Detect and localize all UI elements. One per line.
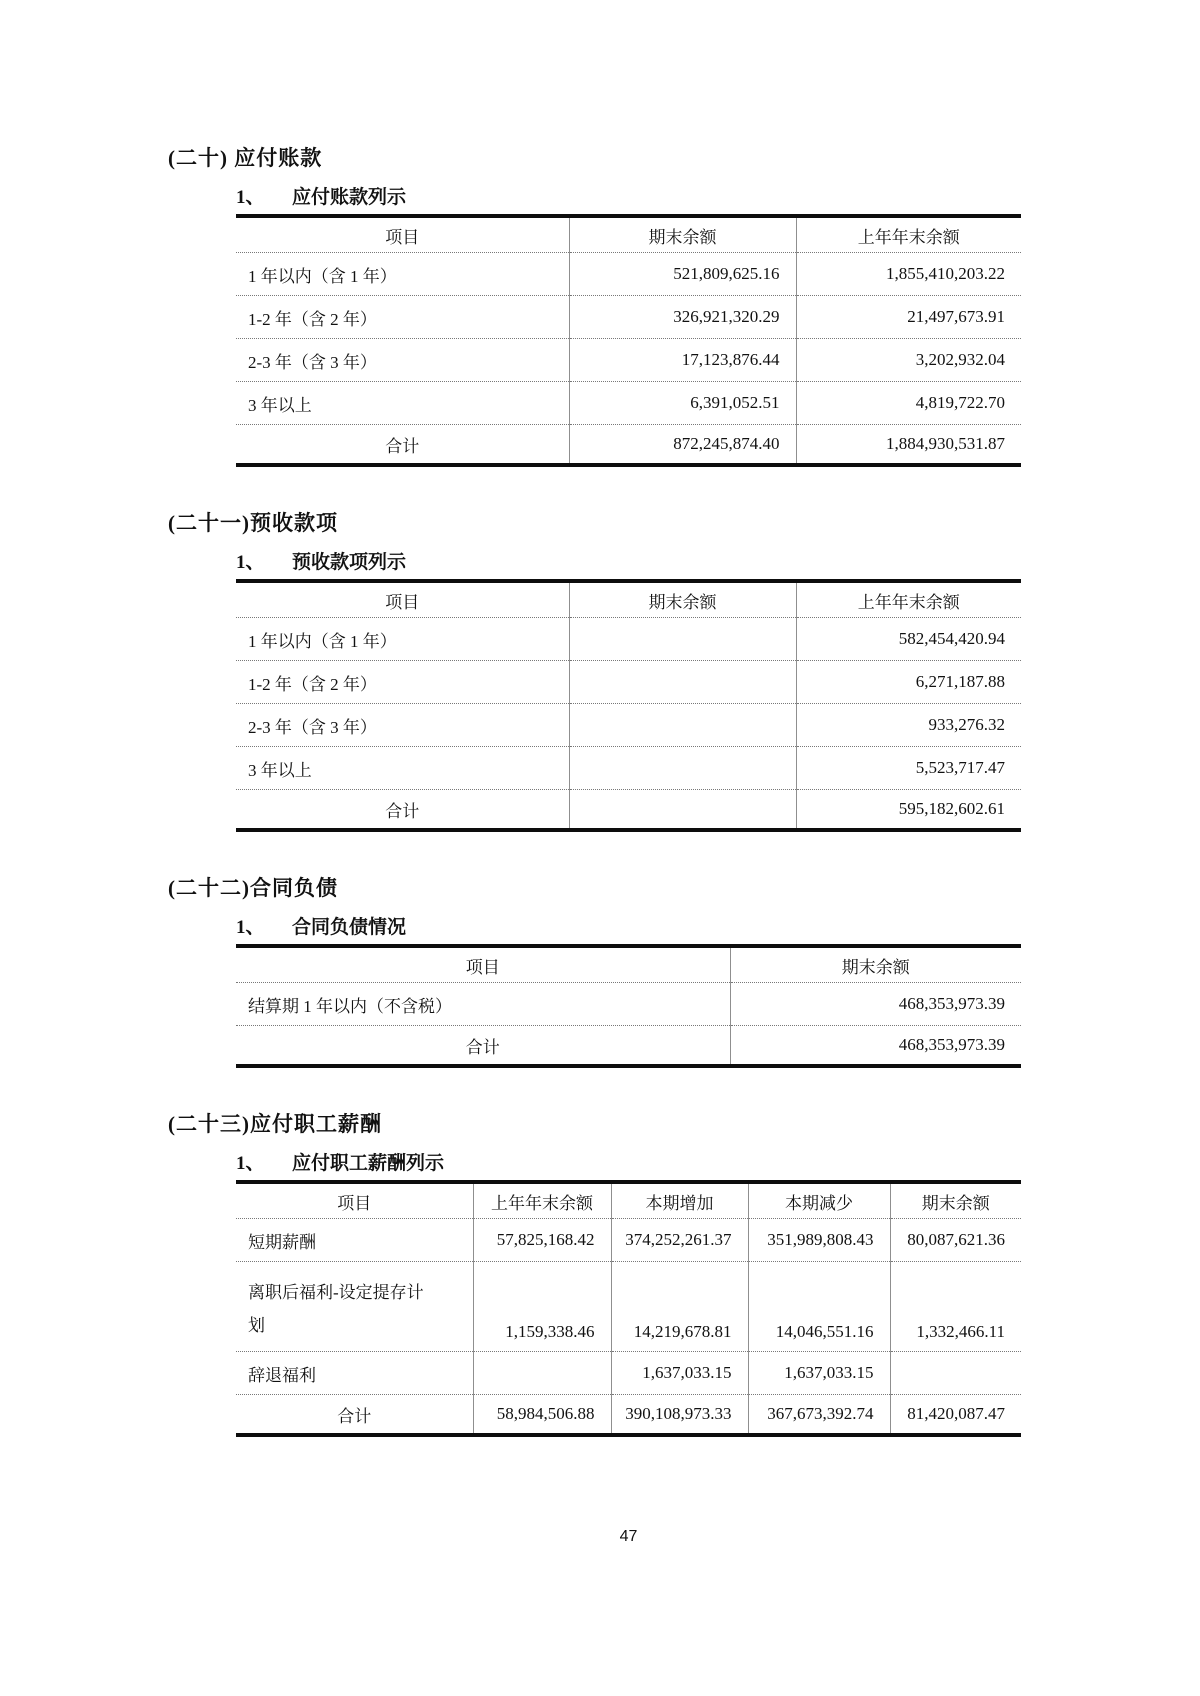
- table-header-row: [236, 946, 1021, 983]
- row-label: 1 年以内（含 1 年）: [236, 253, 569, 296]
- row-label: [236, 1262, 473, 1352]
- cell-value: 3,202,932.04: [796, 339, 1021, 382]
- section-accounts-payable: [0, 142, 1200, 467]
- advances-received-aging-table: [236, 579, 1021, 832]
- row-label: 1 年以内（含 1 年）: [236, 618, 569, 661]
- accounts-payable-aging-table: [236, 214, 1021, 467]
- cell-value: 57,825,168.42: [473, 1219, 611, 1262]
- subsection-number: 1、: [236, 917, 265, 938]
- table-header-row: [236, 216, 1021, 253]
- section-heading: (二十) 应付账款: [168, 146, 323, 170]
- cell-value: [569, 704, 796, 747]
- total-value: 390,108,973.33: [611, 1395, 748, 1436]
- cell-value: [569, 618, 796, 661]
- cell-value: [890, 1352, 1021, 1395]
- subsection-number: 1、: [236, 1153, 265, 1174]
- total-row: [236, 1026, 1021, 1067]
- total-label: 合计: [465, 1037, 500, 1057]
- subsection-heading: [236, 547, 1200, 574]
- cell-value: 17,123,876.44: [569, 339, 796, 382]
- section-heading: (二十二)合同负债: [168, 876, 338, 900]
- header-cell-item: 项目: [236, 216, 569, 253]
- table-header-row: [236, 581, 1021, 618]
- cell-value: 326,921,320.29: [569, 296, 796, 339]
- section-employee-compensation: [0, 1108, 1200, 1437]
- row-label-text: 离职后福利-设定提存计划: [248, 1282, 424, 1335]
- cell-value: 468,353,973.39: [730, 983, 1021, 1026]
- table-row: [236, 296, 1021, 339]
- header-cell-prior-year-balance: 上年年末余额: [473, 1182, 611, 1219]
- section-heading: (二十一)预收款项: [168, 511, 338, 535]
- table-row: [236, 1219, 1021, 1262]
- row-label: 3 年以上: [236, 747, 569, 790]
- total-value: 58,984,506.88: [473, 1395, 611, 1436]
- employee-compensation-table: [236, 1180, 1021, 1437]
- section-advances-received: [0, 507, 1200, 832]
- cell-value: 5,523,717.47: [796, 747, 1021, 790]
- cell-value: 374,252,261.37: [611, 1219, 748, 1262]
- subsection-number: 1、: [236, 187, 265, 208]
- table-row: [236, 339, 1021, 382]
- subsection-title: 合同负债情况: [292, 917, 407, 938]
- row-label: 1-2 年（含 2 年）: [236, 661, 569, 704]
- header-cell-item: 项目: [236, 1182, 473, 1219]
- row-label: 1-2 年（含 2 年）: [236, 296, 569, 339]
- table-row: [236, 747, 1021, 790]
- header-cell-ending-balance: 期末余额: [890, 1182, 1021, 1219]
- subsection-heading: [236, 912, 1200, 939]
- row-label: 3 年以上: [236, 382, 569, 425]
- section-contract-liabilities: [0, 872, 1200, 1068]
- table-row: [236, 253, 1021, 296]
- cell-value: 21,497,673.91: [796, 296, 1021, 339]
- total-label: 合计: [385, 436, 420, 456]
- total-value: 595,182,602.61: [796, 790, 1021, 831]
- total-value: 367,673,392.74: [748, 1395, 890, 1436]
- total-value: [569, 790, 796, 831]
- subsection-title: 应付账款列示: [292, 187, 407, 208]
- cell-value: 6,271,187.88: [796, 661, 1021, 704]
- row-label: 2-3 年（含 3 年）: [236, 704, 569, 747]
- cell-value: 1,637,033.15: [748, 1352, 890, 1395]
- cell-value: 1,159,338.46: [473, 1262, 611, 1352]
- total-value: 872,245,874.40: [569, 425, 796, 466]
- header-cell-item: 项目: [236, 581, 569, 618]
- table-row: [236, 704, 1021, 747]
- total-row: [236, 425, 1021, 466]
- header-cell-increase: 本期增加: [611, 1182, 748, 1219]
- header-cell-ending-balance: 期末余额: [730, 946, 1021, 983]
- cell-value: [473, 1352, 611, 1395]
- header-cell-decrease: 本期减少: [748, 1182, 890, 1219]
- table-row: [236, 983, 1021, 1026]
- cell-value: 14,046,551.16: [748, 1262, 890, 1352]
- subsection-heading: [236, 182, 1200, 209]
- table-row: [236, 1262, 1021, 1352]
- cell-value: [569, 661, 796, 704]
- total-label: 合计: [337, 1406, 372, 1426]
- table-row: [236, 382, 1021, 425]
- header-cell-prior-year-balance: 上年年末余额: [796, 216, 1021, 253]
- subsection-number: 1、: [236, 552, 265, 573]
- total-value: 468,353,973.39: [730, 1026, 1021, 1067]
- total-row: [236, 1395, 1021, 1436]
- cell-value: 1,332,466.11: [890, 1262, 1021, 1352]
- cell-value: 933,276.32: [796, 704, 1021, 747]
- total-row: [236, 790, 1021, 831]
- total-value: 81,420,087.47: [890, 1395, 1021, 1436]
- cell-value: [569, 747, 796, 790]
- table-row: [236, 661, 1021, 704]
- subsection-heading: [236, 1148, 1200, 1175]
- contract-liabilities-table: [236, 944, 1021, 1068]
- table-row: [236, 618, 1021, 661]
- cell-value: 1,637,033.15: [611, 1352, 748, 1395]
- table-header-row: [236, 1182, 1021, 1219]
- section-heading: (二十三)应付职工薪酬: [168, 1112, 382, 1136]
- header-cell-prior-year-balance: 上年年末余额: [796, 581, 1021, 618]
- row-label: 辞退福利: [236, 1352, 473, 1395]
- cell-value: 6,391,052.51: [569, 382, 796, 425]
- cell-value: 521,809,625.16: [569, 253, 796, 296]
- cell-value: 1,855,410,203.22: [796, 253, 1021, 296]
- total-value: 1,884,930,531.87: [796, 425, 1021, 466]
- cell-value: 351,989,808.43: [748, 1219, 890, 1262]
- row-label: 2-3 年（含 3 年）: [236, 339, 569, 382]
- cell-value: 80,087,621.36: [890, 1219, 1021, 1262]
- subsection-title: 应付职工薪酬列示: [292, 1153, 445, 1174]
- header-cell-item: 项目: [236, 946, 730, 983]
- cell-value: 4,819,722.70: [796, 382, 1021, 425]
- row-label: 结算期 1 年以内（不含税）: [236, 983, 730, 1026]
- cell-value: 582,454,420.94: [796, 618, 1021, 661]
- row-label: 短期薪酬: [236, 1219, 473, 1262]
- cell-value: 14,219,678.81: [611, 1262, 748, 1352]
- total-label: 合计: [385, 801, 420, 821]
- header-cell-ending-balance: 期末余额: [569, 581, 796, 618]
- table-row: [236, 1352, 1021, 1395]
- subsection-title: 预收款项列示: [292, 552, 407, 573]
- header-cell-ending-balance: 期末余额: [569, 216, 796, 253]
- page-number: 47: [619, 1528, 638, 1545]
